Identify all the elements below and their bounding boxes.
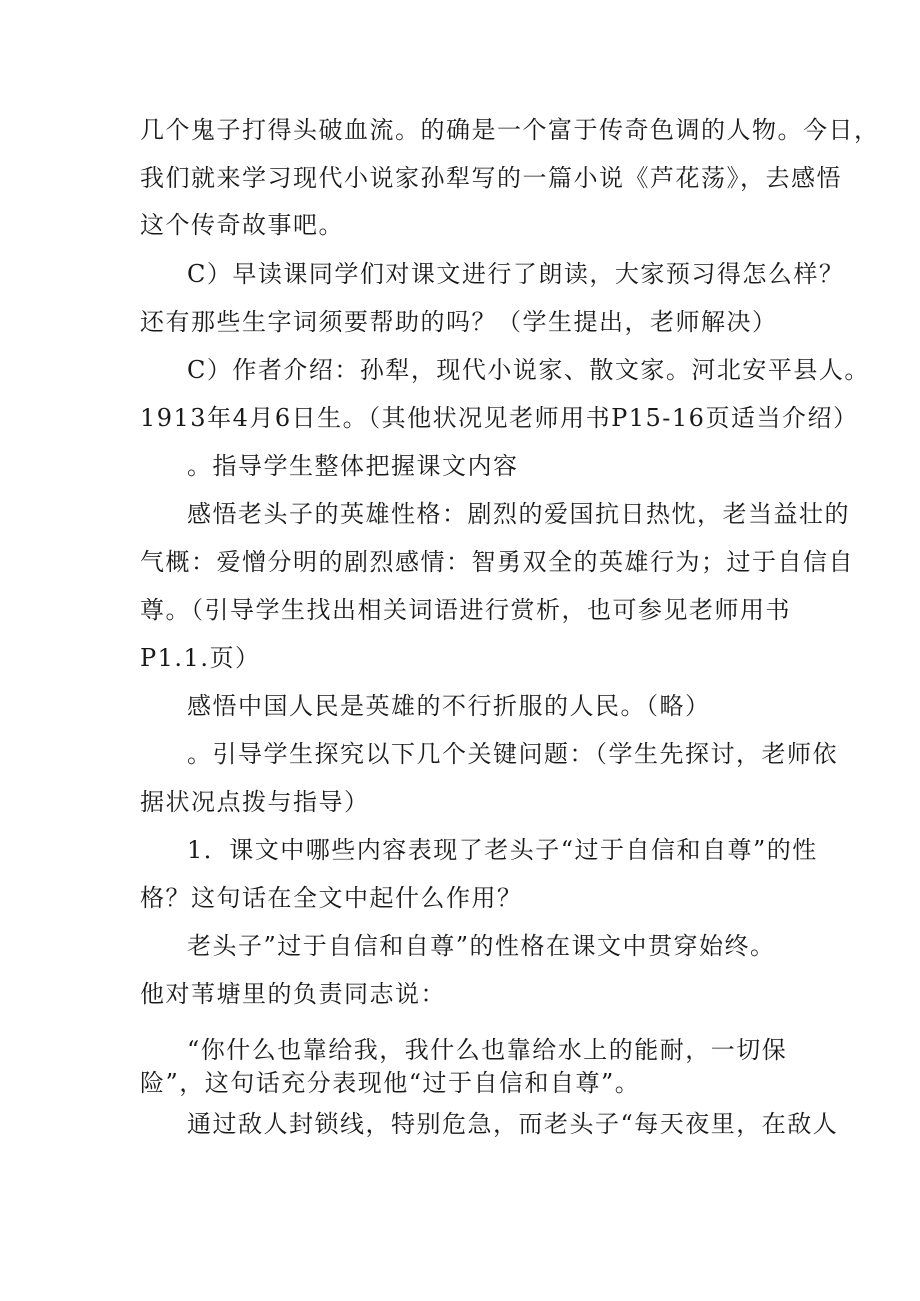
question-line: 格？这句话在全文中起什么作用？ [140,884,523,912]
section-heading: 。指导学生整体把握课文内容 [187,452,519,480]
text-line: C）作者介绍：孙犁，现代小说家、散文家。河北安平县人。 [187,356,870,384]
section-heading: 。引导学生探究以下几个关键问题：（学生先探讨，老师依 [187,740,838,768]
text-line: 尊。（引导学生找出相关词语进行赏析，也可参见老师用书 [140,596,791,624]
text-line: 感悟老头子的英雄性格：剧烈的爱国抗日热忱，老当益壮的 [187,500,850,528]
text-line: 还有那些生字词须要帮助的吗？（学生提出，老师解决） [140,308,778,336]
text-line: C）早读课同学们对课文进行了朗读，大家预习得怎么样？ [187,260,845,288]
text-line: 通过敌人封锁线，特别危急，而老头子“每天夜里，在敌人 [187,1110,839,1138]
text-line: 几个鬼子打得头破血流。的确是一个富于传奇色调的人物。今日， [140,116,880,144]
text-line: 气概：爱憎分明的剧烈感情：智勇双全的英雄行为；过于自信自 [140,548,854,576]
text-line: 据状况点拨与指导） [140,788,370,816]
text-line: 1913年4月6日生。（其他状况见老师用书P15-16页适当介绍） [140,404,859,432]
text-line: 我们就来学习现代小说家孙犁写的一篇小说《芦花荡》，去感悟 [140,164,842,192]
text-line: 老头子”过于自信和自尊”的性格在课文中贯穿始终。 [187,932,776,960]
text-line: 这个传奇故事吧。 [140,211,344,239]
text-line: P1.1.页） [140,644,261,672]
question-line: 1．课文中哪些内容表现了老头子“过于自信和自尊”的性 [187,836,818,864]
text-line: 感悟中国人民是英雄的不行折服的人民。（略） [187,692,711,720]
quote-line: 险”，这句话充分表现他“过于自信和自尊”。 [140,1069,641,1097]
text-line: 他对苇塘里的负责同志说： [140,980,446,1008]
quote-line: “你什么也靠给我，我什么也靠给水上的能耐，一切保 [187,1036,788,1064]
